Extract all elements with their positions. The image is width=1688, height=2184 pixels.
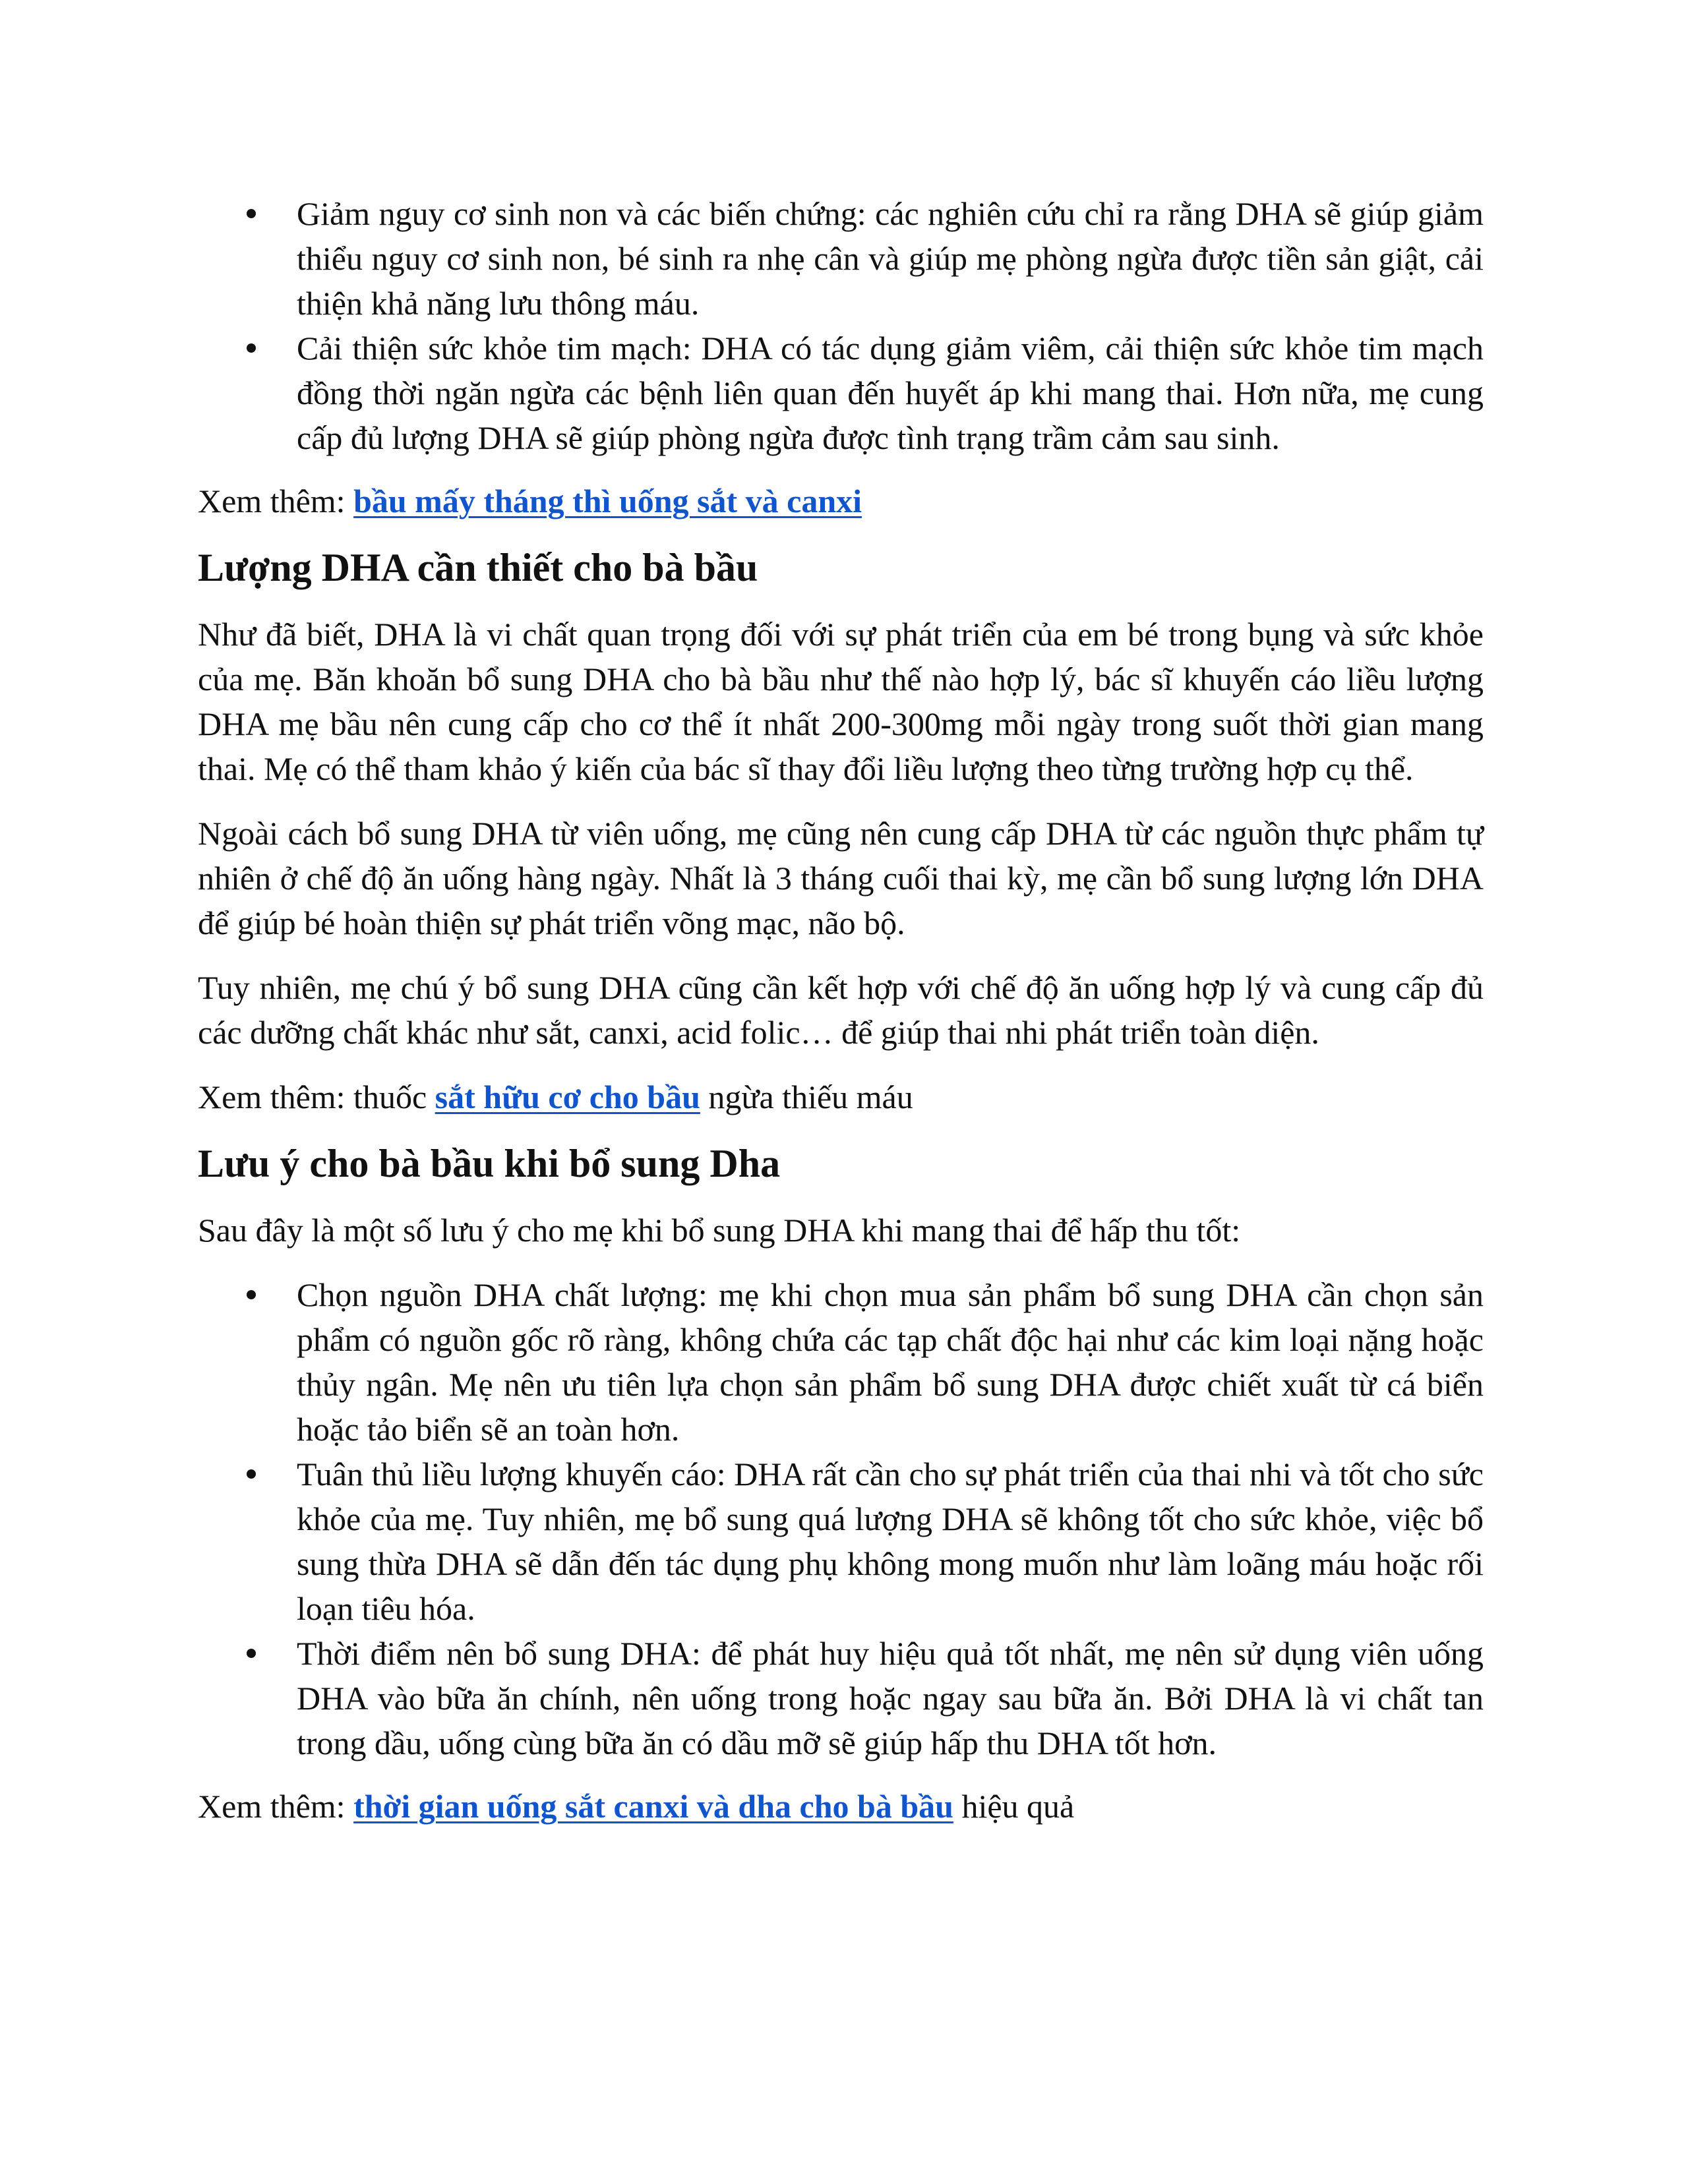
- list-item: [297, 191, 1484, 326]
- see-more-prefix: Xem thêm: thuốc: [198, 1078, 435, 1115]
- see-more-line: [198, 1075, 1484, 1119]
- list-item-text: Giảm nguy cơ sinh non và các biến chứng: các nghiên cứu chỉ ra rằng DHA sẽ giúp giảm thiểu nguy cơ sinh non, bé sinh ra nhẹ cân và giúp mẹ phòng ngừa được tiền sản giật, cải thiện khả năng lưu thông máu.: [297, 195, 1484, 322]
- see-more-link[interactable]: bầu mấy tháng thì uống sắt và canxi: [353, 483, 862, 519]
- paragraph: Ngoài cách bổ sung DHA từ viên uống, mẹ cũng nên cung cấp DHA từ các nguồn thực phẩm tự nhiên ở chế độ ăn uống hàng ngày. Nhất là 3 tháng cuối thai kỳ, mẹ cần bổ sung lượng lớn DHA để giúp bé hoàn thiện sự phát triển võng mạc, não bộ.: [198, 815, 1484, 941]
- document-page: [198, 191, 1484, 1829]
- see-more-prefix: Xem thêm:: [198, 1788, 354, 1825]
- see-more-line: [198, 1784, 1484, 1829]
- paragraph: Tuy nhiên, mẹ chú ý bổ sung DHA cũng cần kết hợp với chế độ ăn uống hợp lý và cung cấp đủ các dưỡng chất khác như sắt, canxi, acid folic… để giúp thai nhi phát triển toàn diện.: [198, 969, 1484, 1051]
- list-item-text: Thời điểm nên bổ sung DHA: để phát huy hiệu quả tốt nhất, mẹ nên sử dụng viên uống DHA vào bữa ăn chính, nên uống trong hoặc ngay sau bữa ăn. Bởi DHA là vi chất tan trong dầu, uống cùng bữa ăn có dầu mỡ sẽ giúp hấp thu DHA tốt hơn.: [297, 1635, 1484, 1761]
- list-item: [297, 326, 1484, 460]
- see-more-prefix: Xem thêm:: [198, 483, 354, 519]
- see-more-suffix: hiệu quả: [953, 1788, 1075, 1825]
- list-item-text: Chọn nguồn DHA chất lượng: mẹ khi chọn mua sản phẩm bổ sung DHA cần chọn sản phẩm có nguồn gốc rõ ràng, không chứa các tạp chất độc hại như các kim loại nặng hoặc thủy ngân. Mẹ nên ưu tiên lựa chọn sản phẩm bổ sung DHA được chiết xuất từ cá biển hoặc tảo biển sẽ an toàn hơn.: [297, 1276, 1484, 1448]
- bullet-icon: [247, 1469, 256, 1479]
- list-item: [297, 1452, 1484, 1631]
- paragraph: Sau đây là một số lưu ý cho mẹ khi bổ sung DHA khi mang thai để hấp thu tốt:: [198, 1212, 1241, 1249]
- list-item: [297, 1272, 1484, 1452]
- section-heading: Lượng DHA cần thiết cho bà bầu: [198, 546, 758, 589]
- benefits-list: [198, 191, 1484, 460]
- see-more-line: [198, 479, 1484, 523]
- see-more-link[interactable]: thời gian uống sắt canxi và dha cho bà bầu: [353, 1788, 953, 1825]
- section-heading: Lưu ý cho bà bầu khi bổ sung Dha: [198, 1142, 781, 1185]
- bullet-icon: [247, 209, 256, 218]
- bullet-icon: [247, 343, 256, 353]
- see-more-suffix: ngừa thiếu máu: [700, 1078, 913, 1115]
- bullet-icon: [247, 1649, 256, 1658]
- list-item: [297, 1631, 1484, 1765]
- list-item-text: Tuân thủ liều lượng khuyến cáo: DHA rất cần cho sự phát triển của thai nhi và tốt cho sức khỏe của mẹ. Tuy nhiên, mẹ bổ sung quá lượng DHA sẽ không tốt cho sức khỏe, việc bổ sung thừa DHA sẽ dẫn đến tác dụng phụ không mong muốn như làm loãng máu hoặc rối loạn tiêu hóa.: [297, 1456, 1484, 1627]
- tips-list: [198, 1272, 1484, 1765]
- paragraph: Như đã biết, DHA là vi chất quan trọng đối với sự phát triển của em bé trong bụng và sức khỏe của mẹ. Băn khoăn bổ sung DHA cho bà bầu như thế nào hợp lý, bác sĩ khuyến cáo liều lượng DHA mẹ bầu nên cung cấp cho cơ thể ít nhất 200-300mg mỗi ngày trong suốt thời gian mang thai. Mẹ có thể tham khảo ý kiến của bác sĩ thay đổi liều lượng theo từng trường hợp cụ thể.: [198, 616, 1484, 787]
- see-more-link[interactable]: sắt hữu cơ cho bầu: [435, 1078, 700, 1115]
- bullet-icon: [247, 1290, 256, 1299]
- list-item-text: Cải thiện sức khỏe tim mạch: DHA có tác dụng giảm viêm, cải thiện sức khỏe tim mạch đồng thời ngăn ngừa các bệnh liên quan đến huyết áp khi mang thai. Hơn nữa, mẹ cung cấp đủ lượng DHA sẽ giúp phòng ngừa được tình trạng trầm cảm sau sinh.: [297, 330, 1484, 456]
